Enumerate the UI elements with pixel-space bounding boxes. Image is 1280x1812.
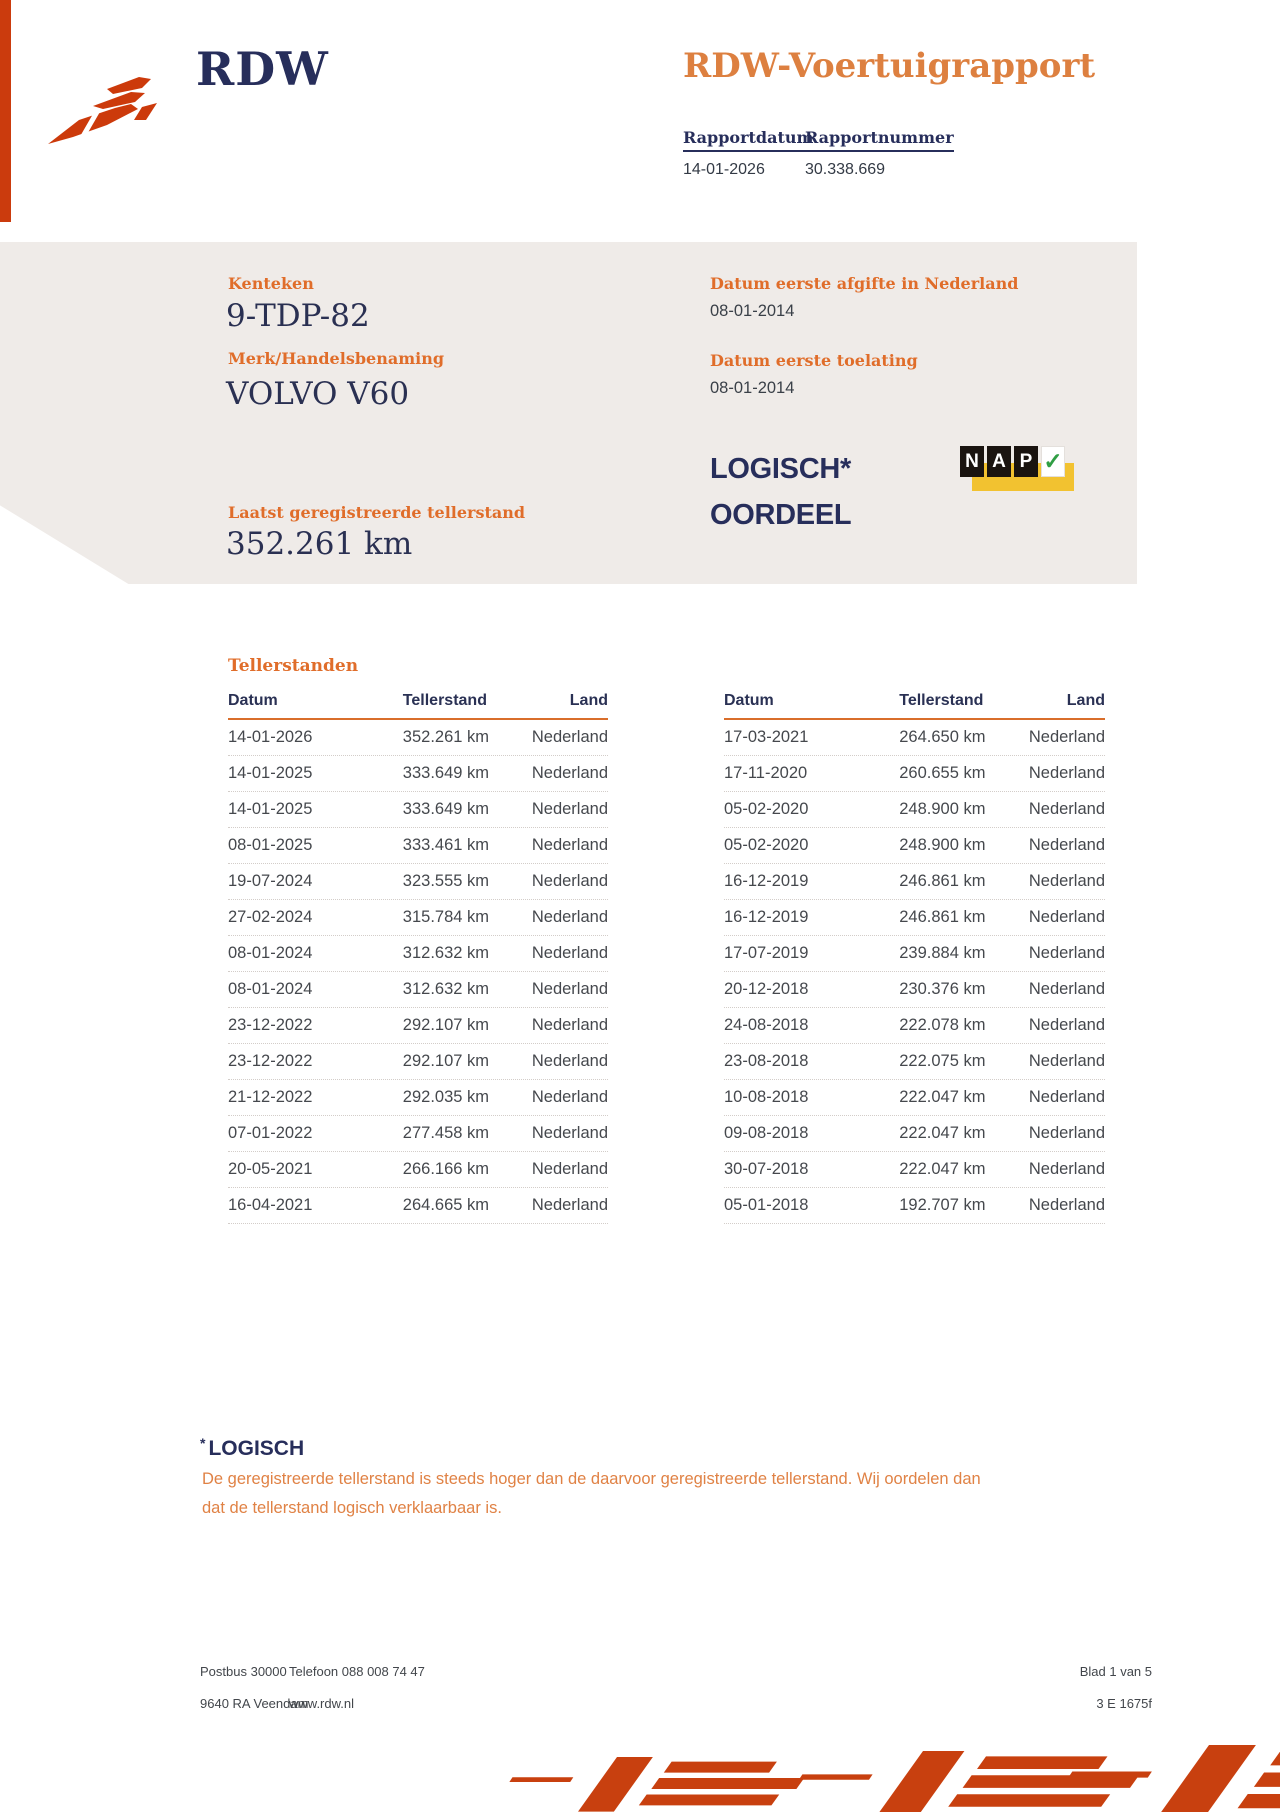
first-issue-label: Datum eerste afgifte in Nederland: [710, 274, 1019, 293]
cell-tellerstand: 312.632 km: [402, 944, 490, 962]
cell-tellerstand: 264.650 km: [899, 728, 986, 746]
cell-land: Nederland: [1028, 872, 1105, 890]
footer-form-code: 3 E 1675f: [1096, 1696, 1152, 1711]
report-number-value: 30.338.669: [805, 161, 886, 178]
cell-datum: 14-01-2025: [228, 800, 313, 818]
cell-land: Nederland: [1028, 1124, 1105, 1142]
cell-land: Nederland: [531, 1016, 608, 1034]
table-body: [228, 720, 608, 1224]
nap-letter-n: N: [960, 446, 984, 477]
cell-datum: 16-12-2019: [724, 872, 809, 890]
first-admission-value: 08-01-2014: [710, 379, 795, 397]
cell-datum: 23-08-2018: [724, 1052, 809, 1070]
odometer-value: 352.261 km: [226, 526, 413, 562]
cell-tellerstand: 222.078 km: [899, 1016, 986, 1034]
cell-tellerstand: 266.166 km: [402, 1160, 490, 1178]
cell-tellerstand: 239.884 km: [899, 944, 986, 962]
cell-land: Nederland: [531, 836, 608, 854]
footer-website: www.rdw.nl: [289, 1696, 355, 1711]
cell-land: Nederland: [531, 1196, 608, 1214]
table-row: [228, 1188, 608, 1224]
verdict-text: [710, 446, 851, 538]
document-title: RDW-Voertuigrapport: [683, 46, 1096, 86]
cell-land: Nederland: [531, 728, 608, 746]
cell-land: Nederland: [1028, 1088, 1105, 1106]
cell-tellerstand: 248.900 km: [899, 836, 986, 854]
table-row: [228, 900, 608, 936]
table-row: [724, 1080, 1105, 1116]
cell-tellerstand: 333.649 km: [402, 800, 490, 818]
cell-land: Nederland: [531, 1160, 608, 1178]
cell-datum: 05-01-2018: [724, 1196, 809, 1214]
cell-datum: 08-01-2024: [228, 980, 313, 998]
cell-tellerstand: 292.107 km: [402, 1016, 490, 1034]
cell-land: Nederland: [1028, 1160, 1105, 1178]
cell-datum: 21-12-2022: [228, 1088, 313, 1106]
cell-tellerstand: 323.555 km: [402, 872, 490, 890]
cell-tellerstand: 333.461 km: [402, 836, 490, 854]
merk-label: Merk/Handelsbenaming: [228, 349, 445, 368]
cell-land: Nederland: [531, 1088, 608, 1106]
nap-logo: [960, 446, 1084, 494]
table-row: [724, 936, 1105, 972]
cell-land: Nederland: [531, 872, 608, 890]
cell-datum: 14-01-2026: [228, 728, 313, 746]
footnote-title: [200, 1435, 304, 1461]
cell-land: Nederland: [531, 980, 608, 998]
nap-letter-a: A: [987, 446, 1011, 477]
table-header: [724, 680, 1105, 720]
footer-page-indicator: Blad 1 van 5: [1079, 1664, 1152, 1679]
first-issue-value: 08-01-2014: [710, 302, 795, 320]
table-header: [228, 680, 608, 720]
cell-datum: 27-02-2024: [228, 908, 313, 926]
cell-datum: 05-02-2020: [724, 800, 809, 818]
col-header-datum: Datum: [724, 692, 774, 709]
cell-land: Nederland: [531, 1124, 608, 1142]
cell-datum: 19-07-2024: [228, 872, 313, 890]
table-row: [724, 792, 1105, 828]
table-row: [724, 900, 1105, 936]
kenteken-value: 9-TDP-82: [226, 298, 370, 334]
table-row: [228, 1116, 608, 1152]
footnote-star: *: [200, 1435, 206, 1451]
cell-tellerstand: 222.075 km: [899, 1052, 986, 1070]
cell-tellerstand: 248.900 km: [899, 800, 986, 818]
table-row: [228, 756, 608, 792]
table-row: [228, 828, 608, 864]
cell-tellerstand: 260.655 km: [899, 764, 986, 782]
cell-datum: 09-08-2018: [724, 1124, 809, 1142]
cell-tellerstand: 315.784 km: [402, 908, 490, 926]
cell-tellerstand: 292.035 km: [402, 1088, 490, 1106]
footnote-text-line2: dat de tellerstand logisch verklaarbaar is.: [202, 1499, 502, 1517]
nap-letter-p: P: [1014, 446, 1038, 477]
cell-land: Nederland: [1028, 944, 1105, 962]
cell-datum: 08-01-2025: [228, 836, 313, 854]
verdict-line2: OORDEEL: [710, 499, 852, 531]
left-accent-bar: [0, 0, 11, 222]
cell-tellerstand: 312.632 km: [402, 980, 490, 998]
footer-phone: Telefoon 088 008 74 47: [289, 1664, 425, 1679]
report-date-label: Rapportdatum: [683, 128, 813, 152]
col-header-datum: Datum: [228, 692, 278, 709]
col-header-tellerstand: Tellerstand: [402, 692, 487, 709]
cell-tellerstand: 192.707 km: [899, 1196, 986, 1214]
cell-datum: 24-08-2018: [724, 1016, 809, 1034]
cell-datum: 16-04-2021: [228, 1196, 313, 1214]
col-header-tellerstand: Tellerstand: [899, 692, 984, 709]
cell-datum: 05-02-2020: [724, 836, 809, 854]
col-header-land: Land: [569, 692, 608, 709]
cell-datum: 23-12-2022: [228, 1016, 313, 1034]
footnote-title-text: LOGISCH: [208, 1437, 305, 1460]
cell-datum: 17-11-2020: [724, 764, 808, 782]
table-row: [228, 936, 608, 972]
cell-tellerstand: 222.047 km: [899, 1088, 986, 1106]
cell-land: Nederland: [1028, 1196, 1105, 1214]
report-number-label: Rapportnummer: [805, 128, 954, 152]
cell-tellerstand: 352.261 km: [402, 728, 490, 746]
table-row: [228, 1152, 608, 1188]
cell-datum: 30-07-2018: [724, 1160, 809, 1178]
table-row: [228, 1080, 608, 1116]
cell-datum: 08-01-2024: [228, 944, 313, 962]
cell-datum: 20-05-2021: [228, 1160, 313, 1178]
cell-land: Nederland: [1028, 1016, 1105, 1034]
verdict-line1: LOGISCH*: [710, 453, 851, 485]
cell-land: Nederland: [531, 944, 608, 962]
rdw-feather-icon: [45, 62, 170, 152]
table-row: [228, 720, 608, 756]
cell-datum: 07-01-2022: [228, 1124, 313, 1142]
kenteken-label: Kenteken: [228, 274, 314, 293]
odometer-label: Laatst geregistreerde tellerstand: [228, 503, 526, 522]
cell-tellerstand: 222.047 km: [899, 1124, 986, 1142]
cell-datum: 23-12-2022: [228, 1052, 313, 1070]
table-row: [724, 1044, 1105, 1080]
cell-land: Nederland: [1028, 800, 1105, 818]
cell-tellerstand: 246.861 km: [899, 872, 986, 890]
cell-land: Nederland: [1028, 980, 1105, 998]
merk-value: VOLVO V60: [226, 376, 410, 412]
table-row: [228, 864, 608, 900]
cell-land: Nederland: [531, 800, 608, 818]
cell-land: Nederland: [531, 764, 608, 782]
nap-check-icon: ✓: [1041, 446, 1065, 477]
cell-tellerstand: 277.458 km: [402, 1124, 490, 1142]
cell-datum: 16-12-2019: [724, 908, 809, 926]
cell-land: Nederland: [1028, 1052, 1105, 1070]
table-body: [724, 720, 1105, 1224]
cell-land: Nederland: [531, 908, 608, 926]
cell-tellerstand: 246.861 km: [899, 908, 986, 926]
table-row: [228, 972, 608, 1008]
table-row: [724, 756, 1105, 792]
table-row: [724, 720, 1105, 756]
report-date-value: 14-01-2026: [683, 161, 765, 178]
first-admission-label: Datum eerste toelating: [710, 351, 918, 370]
table-row: [724, 972, 1105, 1008]
cell-tellerstand: 222.047 km: [899, 1160, 986, 1178]
cell-land: Nederland: [1028, 728, 1105, 746]
cell-datum: 10-08-2018: [724, 1088, 809, 1106]
cell-datum: 20-12-2018: [724, 980, 809, 998]
odometer-table-left: [228, 680, 608, 1224]
table-row: [724, 1008, 1105, 1044]
tellerstanden-heading: Tellerstanden: [228, 656, 359, 676]
cell-land: Nederland: [1028, 764, 1105, 782]
table-row: [228, 792, 608, 828]
col-header-land: Land: [1066, 692, 1105, 709]
cell-datum: 17-03-2021: [724, 728, 809, 746]
vehicle-summary-panel: [0, 242, 1137, 584]
table-row: [724, 828, 1105, 864]
rdw-logo-text: RDW: [196, 42, 329, 96]
footer-city: 9640 RA Veendam: [200, 1696, 309, 1711]
cell-land: Nederland: [531, 1052, 608, 1070]
nap-squares: [960, 446, 1065, 477]
rdw-footer-stripes-graphic: [478, 1745, 1280, 1812]
table-row: [724, 864, 1105, 900]
table-row: [228, 1044, 608, 1080]
cell-tellerstand: 333.649 km: [402, 764, 490, 782]
cell-land: Nederland: [1028, 908, 1105, 926]
cell-tellerstand: 292.107 km: [402, 1052, 490, 1070]
footnote-text-line1: De geregistreerde tellerstand is steeds hoger dan de daarvoor geregistreerde tellerstand. Wij oordelen dan: [202, 1470, 981, 1488]
cell-land: Nederland: [1028, 836, 1105, 854]
table-row: [724, 1116, 1105, 1152]
cell-tellerstand: 264.665 km: [402, 1196, 490, 1214]
table-row: [724, 1152, 1105, 1188]
footer-postbus: Postbus 30000: [200, 1664, 287, 1679]
odometer-table-right: [724, 680, 1105, 1224]
table-row: [724, 1188, 1105, 1224]
cell-datum: 17-07-2019: [724, 944, 809, 962]
cell-datum: 14-01-2025: [228, 764, 313, 782]
cell-tellerstand: 230.376 km: [899, 980, 986, 998]
table-row: [228, 1008, 608, 1044]
